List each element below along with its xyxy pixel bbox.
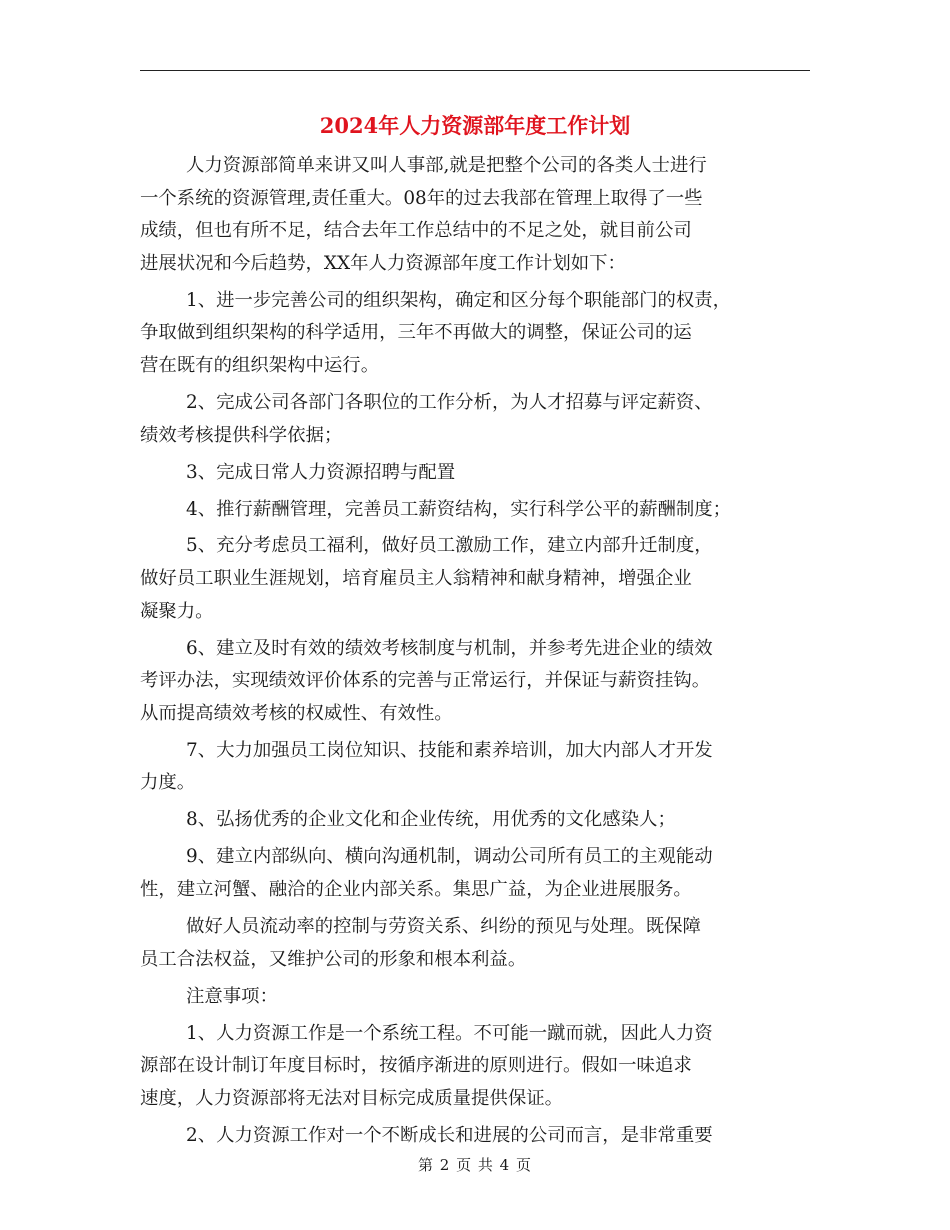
paragraph-line: 凝聚力。 bbox=[140, 600, 214, 622]
paragraph-line: 3、完成日常人力资源招聘与配置 bbox=[186, 461, 456, 483]
paragraph-line: 8、弘扬优秀的企业文化和企业传统，用优秀的文化感染人； bbox=[186, 809, 676, 831]
paragraph bbox=[140, 841, 820, 906]
paragraph bbox=[140, 530, 820, 628]
paragraph-line: 2、人力资源工作对一个不断成长和进展的公司而言，是非常重要 bbox=[186, 1124, 713, 1146]
paragraph-line: 绩效考核提供科学依据； bbox=[140, 424, 343, 446]
paragraph-line: 性，建立河蟹、融洽的企业内部关系。集思广益，为企业进展服务。 bbox=[140, 878, 692, 900]
paragraph-line: 成绩，但也有所不足，结合去年工作总结中的不足之处，就目前公司 bbox=[140, 220, 692, 242]
paragraph bbox=[140, 981, 820, 1014]
page-footer: 第 2 页 共 4 页 bbox=[418, 1156, 532, 1174]
document-body bbox=[140, 150, 820, 1157]
paragraph-line: 7、大力加强员工岗位知识、技能和素养培训，加大内部人才开发 bbox=[186, 739, 713, 761]
paragraph-line: 源部在设计制订年度目标时，按循序渐进的原则进行。假如一味追求 bbox=[140, 1055, 692, 1077]
paragraph-line: 力度。 bbox=[140, 772, 196, 794]
document-title: 2024年人力资源部年度工作计划 bbox=[319, 113, 631, 138]
paragraph-line: 人力资源部简单来讲又叫人事部,就是把整个公司的各类人士进行 bbox=[186, 155, 707, 176]
paragraph-line: 5、充分考虑员工福利，做好员工激励工作，建立内部升迁制度， bbox=[186, 535, 713, 557]
paragraph-line: 6、建立及时有效的绩效考核制度与机制，并参考先进企业的绩效 bbox=[186, 637, 713, 659]
paragraph bbox=[140, 1120, 820, 1153]
paragraph-line: 2、完成公司各部门各职位的工作分析，为人才招募与评定薪资、 bbox=[186, 391, 713, 413]
paragraph-line: 一个系统的资源管理,责任重大。08年的过去我部在管理上取得了一些 bbox=[140, 187, 703, 209]
paragraph-line: 1、人力资源工作是一个系统工程。不可能一蹴而就，因此人力资 bbox=[186, 1022, 713, 1044]
paragraph bbox=[140, 150, 820, 280]
paragraph-line: 从而提高绩效考核的权威性、有效性。 bbox=[140, 702, 453, 724]
paragraph-line: 速度，人力资源部将无法对目标完成质量提供保证。 bbox=[140, 1087, 563, 1109]
paragraph-line: 营在既有的组织架构中运行。 bbox=[140, 354, 380, 376]
paragraph bbox=[140, 457, 820, 490]
paragraph-line: 1、进一步完善公司的组织架构，确定和区分每个职能部门的权责， bbox=[186, 289, 732, 311]
paragraph-line: 做好员工职业生涯规划，培育雇员主人翁精神和献身精神，增强企业 bbox=[140, 568, 692, 590]
paragraph bbox=[140, 633, 820, 731]
paragraph bbox=[140, 387, 820, 452]
paragraph-line: 4、推行薪酬管理，完善员工薪资结构，实行科学公平的薪酬制度； bbox=[186, 498, 732, 520]
paragraph bbox=[140, 285, 820, 383]
paragraph bbox=[140, 804, 820, 837]
paragraph-line: 考评办法，实现绩效评价体系的完善与正常运行，并保证与薪资挂钩。 bbox=[140, 670, 711, 692]
paragraph bbox=[140, 735, 820, 800]
paragraph-line: 争取做到组织架构的科学适用，三年不再做大的调整，保证公司的运 bbox=[140, 322, 692, 344]
paragraph-line: 进展状况和今后趋势，XX年人力资源部年度工作计划如下： bbox=[140, 252, 626, 274]
paragraph bbox=[140, 1018, 820, 1116]
paragraph bbox=[140, 494, 820, 527]
paragraph-line: 做好人员流动率的控制与劳资关系、纠纷的预见与处理。既保障 bbox=[186, 915, 701, 937]
header-rule bbox=[140, 70, 810, 71]
paragraph bbox=[140, 911, 820, 976]
paragraph-line: 注意事项： bbox=[186, 985, 278, 1007]
paragraph-line: 9、建立内部纵向、横向沟通机制，调动公司所有员工的主观能动 bbox=[186, 846, 713, 868]
paragraph-line: 员工合法权益，又维护公司的形象和根本利益。 bbox=[140, 948, 527, 970]
